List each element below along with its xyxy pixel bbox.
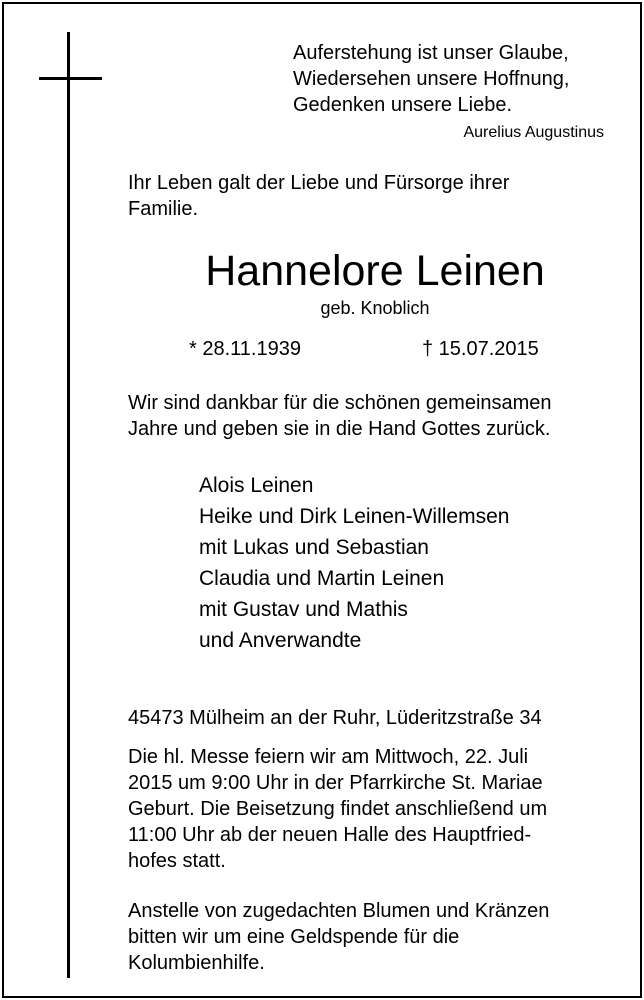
- gratitude-text: [128, 390, 552, 442]
- quote-line: Gedenken unsere Liebe.: [293, 94, 513, 116]
- mourner-item: mit Gustav und Mathis: [199, 598, 408, 621]
- mass-line: 11:00 Uhr ab der neuen Halle des Hauptfried-: [128, 824, 532, 846]
- quote-line: Wiedersehen unsere Hoffnung,: [293, 68, 570, 90]
- donation-line: Anstelle von zugedachten Blumen und Kränzen: [128, 900, 550, 922]
- mourner-item: Claudia und Martin Leinen: [199, 567, 445, 590]
- mourner-item: Alois Leinen: [199, 474, 314, 497]
- intro-line: Ihr Leben galt der Liebe und Fürsorge ihrer: [128, 172, 510, 194]
- intro-text: [128, 170, 509, 222]
- birth-date: * 28.11.1939: [189, 338, 301, 360]
- mass-line: hofes statt.: [128, 850, 226, 872]
- mourner-item: mit Lukas und Sebastian: [199, 536, 429, 559]
- death-date: † 15.07.2015: [422, 338, 539, 360]
- memorial-quote: [293, 40, 569, 118]
- maiden-name: geb. Knoblich: [320, 298, 430, 318]
- mass-line: Die hl. Messe feiern wir am Mittwoch, 22. Juli: [128, 746, 529, 768]
- mourner-item: und Anverwandte: [199, 629, 362, 652]
- deceased-name: Hannelore Leinen: [205, 247, 545, 295]
- donation-line: bitten wir um eine Geldspende für die: [128, 926, 460, 948]
- gratitude-line: Wir sind dankbar für die schönen gemeinsamen: [128, 392, 552, 414]
- mourner-item: Heike und Dirk Leinen-Willemsen: [199, 505, 510, 528]
- cross-icon-horizontal-bar: [39, 77, 102, 80]
- gratitude-line: Jahre und geben sie in die Hand Gottes zurück.: [128, 418, 551, 440]
- mass-line: 2015 um 9:00 Uhr in der Pfarrkirche St. Mariae: [128, 772, 543, 794]
- address: 45473 Mülheim an der Ruhr, Lüderitzstraße 34: [128, 707, 542, 729]
- mass-line: Geburt. Die Beisetzung findet anschließend um: [128, 798, 548, 820]
- quote-line: Auferstehung ist unser Glaube,: [293, 42, 569, 64]
- donation-line: Kolumbienhilfe.: [128, 952, 265, 974]
- donation-info: [128, 898, 549, 976]
- cross-icon-vertical-bar: [67, 32, 70, 978]
- mourners-list: [199, 470, 509, 656]
- quote-author: Aurelius Augustinus: [463, 124, 604, 141]
- intro-line: Familie.: [128, 198, 199, 220]
- mass-info: [128, 744, 547, 874]
